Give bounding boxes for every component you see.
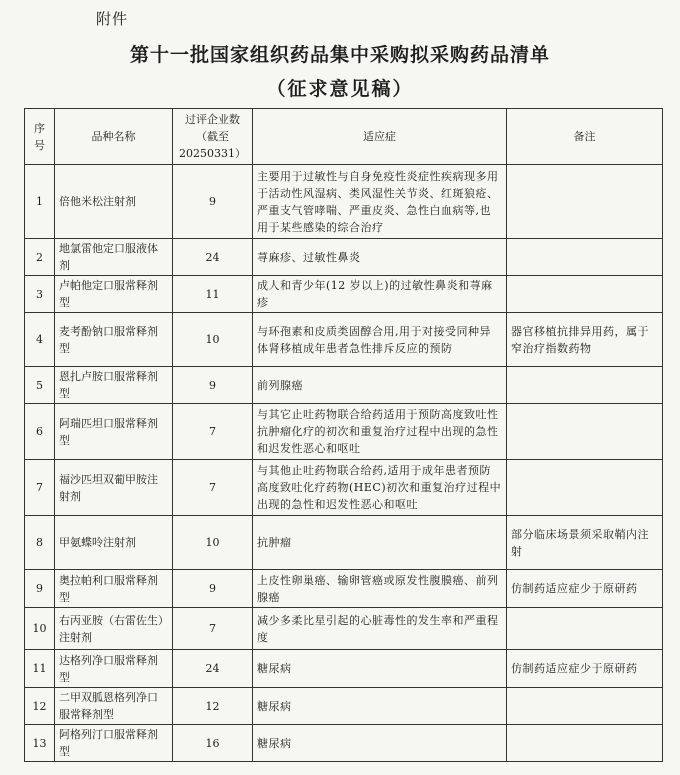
table-row xyxy=(25,239,663,276)
document-title: 第十一批国家组织药品集中采购拟采购药品清单 xyxy=(129,44,550,66)
row-remark xyxy=(507,725,663,762)
row-no: 4 xyxy=(25,313,55,367)
row-name: 卢帕他定口服常释剂型 xyxy=(55,276,173,313)
table-row xyxy=(25,165,663,239)
row-name: 阿瑞匹坦口服常释剂型 xyxy=(55,404,173,460)
table-row xyxy=(25,276,663,313)
row-name: 麦考酚钠口服常释剂型 xyxy=(55,313,173,367)
row-indication: 与其它止吐药物联合给药适用于预防高度致吐性抗肿瘤化疗的初次和重复治疗过程中出现的急性和迟发性恶心和呕吐 xyxy=(253,404,507,460)
row-indication: 与其他止吐药物联合给药,适用于成年患者预防高度致吐化疗药物(HEC)初次和重复治疗过程中出现的急性和迟发性恶心和呕吐 xyxy=(253,460,507,516)
row-no: 2 xyxy=(25,239,55,276)
header-no: 序号 xyxy=(25,109,55,165)
row-indication: 主要用于过敏性与自身免疫性炎症性疾病现多用于活动性风湿病、类风湿性关节炎、红斑狼疮、严重支气管哮喘、严重皮炎、急性白血病等,也用于某些感染的综合治疗 xyxy=(253,165,507,239)
row-name: 甲氨蝶呤注射剂 xyxy=(55,516,173,570)
row-no: 3 xyxy=(25,276,55,313)
row-indication: 与环孢素和皮质类固醇合用,用于对接受同种异体肾移植成年患者急性排斥反应的预防 xyxy=(253,313,507,367)
row-name: 倍他米松注射剂 xyxy=(55,165,173,239)
row-no: 6 xyxy=(25,404,55,460)
row-remark: 仿制药适应症少于原研药 xyxy=(507,650,663,688)
table-row xyxy=(25,313,663,367)
row-count: 10 xyxy=(173,516,253,570)
row-indication: 成人和青少年(12 岁以上)的过敏性鼻炎和荨麻疹 xyxy=(253,276,507,313)
row-remark xyxy=(507,276,663,313)
row-indication: 糖尿病 xyxy=(253,650,507,688)
row-indication: 前列腺癌 xyxy=(253,367,507,404)
row-count: 16 xyxy=(173,725,253,762)
row-no: 5 xyxy=(25,367,55,404)
row-name: 福沙匹坦双葡甲胺注射剂 xyxy=(55,460,173,516)
attachment-label: 附件 xyxy=(96,10,129,28)
row-remark: 部分临床场景须采取鞘内注射 xyxy=(507,516,663,570)
table-row xyxy=(25,460,663,516)
row-name: 阿格列汀口服常释剂型 xyxy=(55,725,173,762)
row-count: 9 xyxy=(173,165,253,239)
table-row xyxy=(25,367,663,404)
row-count: 7 xyxy=(173,608,253,650)
row-indication: 上皮性卵巢癌、输卵管癌或原发性腹膜癌、前列腺癌 xyxy=(253,570,507,608)
row-no: 7 xyxy=(25,460,55,516)
row-remark xyxy=(507,460,663,516)
row-indication: 减少多柔比星引起的心脏毒性的发生率和严重程度 xyxy=(253,608,507,650)
row-name: 达格列净口服常释剂型 xyxy=(55,650,173,688)
row-no: 13 xyxy=(25,725,55,762)
row-no: 10 xyxy=(25,608,55,650)
row-no: 12 xyxy=(25,688,55,725)
row-count: 9 xyxy=(173,570,253,608)
row-remark xyxy=(507,165,663,239)
row-count: 7 xyxy=(173,404,253,460)
row-count: 9 xyxy=(173,367,253,404)
row-name: 恩扎卢胺口服常释剂型 xyxy=(55,367,173,404)
row-remark xyxy=(507,239,663,276)
table-row xyxy=(25,725,663,762)
row-name: 奥拉帕利口服常释剂型 xyxy=(55,570,173,608)
row-count: 24 xyxy=(173,650,253,688)
row-count: 24 xyxy=(173,239,253,276)
table-row xyxy=(25,570,663,608)
row-remark: 器官移植抗排异用药，属于窄治疗指数药物 xyxy=(507,313,663,367)
header-remark: 备注 xyxy=(507,109,663,165)
row-name: 地氯雷他定口服液体剂 xyxy=(55,239,173,276)
row-remark: 仿制药适应症少于原研药 xyxy=(507,570,663,608)
row-remark xyxy=(507,608,663,650)
row-indication: 抗肿瘤 xyxy=(253,516,507,570)
row-indication: 糖尿病 xyxy=(253,688,507,725)
row-name: 右丙亚胺（右雷佐生）注射剂 xyxy=(55,608,173,650)
document-subtitle: （征求意见稿） xyxy=(266,78,414,100)
row-remark xyxy=(507,404,663,460)
row-count: 11 xyxy=(173,276,253,313)
header-name: 品种名称 xyxy=(55,109,173,165)
table-row xyxy=(25,404,663,460)
header-count: 过评企业数（截至20250331） xyxy=(173,109,253,165)
row-no: 8 xyxy=(25,516,55,570)
row-indication: 荨麻疹、过敏性鼻炎 xyxy=(253,239,507,276)
table-row xyxy=(25,688,663,725)
row-name: 二甲双胍恩格列净口服常释剂型 xyxy=(55,688,173,725)
row-remark xyxy=(507,688,663,725)
row-indication: 糖尿病 xyxy=(253,725,507,762)
row-count: 12 xyxy=(173,688,253,725)
row-no: 11 xyxy=(25,650,55,688)
table-row xyxy=(25,516,663,570)
row-no: 9 xyxy=(25,570,55,608)
drug-list-table xyxy=(24,108,663,762)
header-indication: 适应症 xyxy=(253,109,507,165)
table-row xyxy=(25,650,663,688)
row-count: 7 xyxy=(173,460,253,516)
row-no: 1 xyxy=(25,165,55,239)
table-row xyxy=(25,608,663,650)
row-count: 10 xyxy=(173,313,253,367)
row-remark xyxy=(507,367,663,404)
